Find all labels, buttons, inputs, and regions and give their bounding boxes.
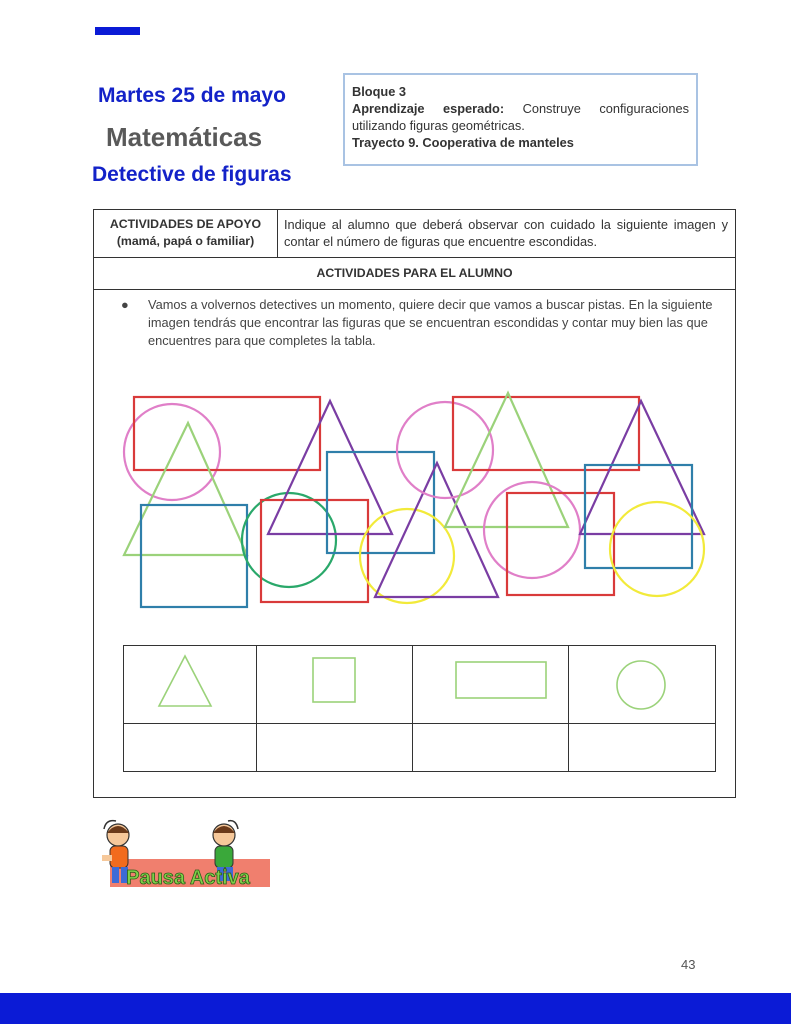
support-row xyxy=(94,210,735,258)
bullet-icon: ● xyxy=(121,297,129,312)
square-icon xyxy=(311,656,357,704)
block-label: Bloque 3 xyxy=(352,84,407,99)
bullet-text: Vamos a volvernos detectives un momento, quiere decir que vamos a buscar pistas. En la siguiente imagen tendrás que encontrar las figuras que se encuentran escondidas y contar muy bien las que encuentres para que completes la tabla. xyxy=(148,297,713,348)
triangle-icon xyxy=(157,654,213,710)
darkgreen-circle xyxy=(242,493,336,587)
rectangle-icon xyxy=(454,660,548,700)
info-box xyxy=(343,73,698,166)
bottom-bar xyxy=(0,993,791,1024)
subject-heading: Matemáticas xyxy=(106,122,263,152)
route-label: Trayecto 9. Cooperativa de manteles xyxy=(352,135,574,150)
support-text: Indique al alumno que deberá observar con cuidado la siguiente imagen y contar el número de figuras que encuentre escondidas. xyxy=(284,217,728,249)
pausa-activa-banner xyxy=(98,815,273,893)
support-label xyxy=(94,210,278,257)
answer-cell-triangle[interactable] xyxy=(124,724,256,771)
student-activities-header: ACTIVIDADES PARA EL ALUMNO xyxy=(94,258,735,290)
answer-table xyxy=(123,645,716,772)
purple-triangle-1 xyxy=(268,401,392,534)
blue-square-3 xyxy=(585,465,692,568)
red-rectangle-2 xyxy=(453,397,639,470)
yellow-circle-2 xyxy=(610,502,704,596)
support-label-line1: ACTIVIDADES DE APOYO xyxy=(109,217,262,231)
date-heading: Martes 25 de mayo xyxy=(98,84,286,107)
top-accent-bar xyxy=(95,27,140,35)
answer-cell-circle[interactable] xyxy=(569,724,715,771)
pink-circle-2 xyxy=(397,402,493,498)
pink-circle-1 xyxy=(124,404,220,500)
answer-cell-rectangle[interactable] xyxy=(413,724,568,771)
yellow-circle-1 xyxy=(360,509,454,603)
page-number: 43 xyxy=(681,957,696,972)
learning-label: Aprendizaje esperado: xyxy=(352,101,505,116)
pausa-activa-text: Pausa Activa xyxy=(126,867,250,889)
learning-text: Construye configuraciones utilizando figuras geométricas. xyxy=(352,101,689,133)
support-label-line2: (mamá, papá o familiar) xyxy=(116,234,255,248)
lesson-title: Detective de figuras xyxy=(92,163,292,186)
circle-icon xyxy=(615,659,667,711)
child-figure-1 xyxy=(102,821,129,883)
answer-cell-square[interactable] xyxy=(257,724,412,771)
purple-triangle-3 xyxy=(580,401,704,534)
hidden-shapes-figure xyxy=(120,388,712,614)
pink-circle-3 xyxy=(484,482,580,578)
red-rectangle-1 xyxy=(134,397,320,470)
learning-expected xyxy=(352,100,689,134)
